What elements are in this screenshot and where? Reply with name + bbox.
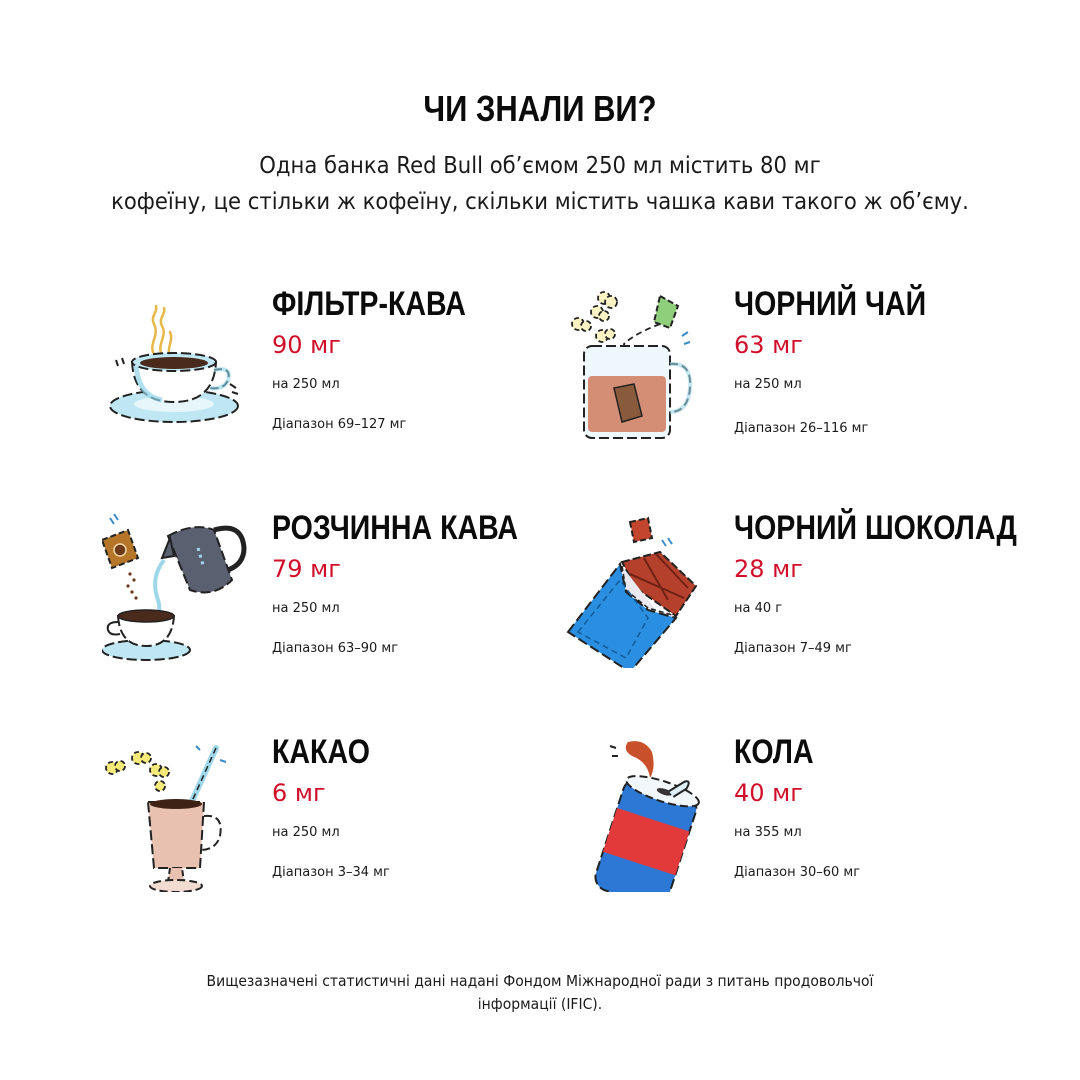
cola-can-icon [564,732,714,892]
item-info [734,284,963,438]
caffeine-amount: 28 мг [734,555,803,583]
item-name: ЧОРНИЙ ШОКОЛАД [734,509,1017,547]
kettle-instant-coffee-icon [102,508,252,668]
item-info [734,508,1071,658]
intro-line-2: кофеїну, це стільки ж кофеїну, скільки містить чашка кави такого ж об’єму. [111,189,969,215]
item-name: ФІЛЬТР-КАВА [272,285,466,323]
serving-size: на 250 мл [272,377,340,392]
caffeine-range: Діапазон 69–127 мг [272,417,407,432]
serving-size: на 250 мл [734,377,802,392]
item-info [734,732,860,882]
item-cola [564,732,1034,932]
item-name: ЧОРНИЙ ЧАЙ [734,285,927,323]
cocoa-glass-icon [102,732,252,892]
caffeine-amount: 90 мг [272,331,341,359]
item-name: КАКАО [272,733,370,771]
caffeine-amount: 63 мг [734,331,803,359]
item-name: РОЗЧИННА КАВА [272,509,518,547]
caffeine-amount: 40 мг [734,779,803,807]
page-title: ЧИ ЗНАЛИ ВИ? [423,88,657,129]
caffeine-range: Діапазон 63–90 мг [272,641,399,656]
chocolate-bar-icon [564,508,714,668]
item-cocoa [102,732,572,932]
item-dark-chocolate [564,508,1034,708]
item-name: КОЛА [734,733,814,771]
serving-size: на 250 мл [272,601,340,616]
coffee-cup-icon [102,284,252,444]
caffeine-amount: 79 мг [272,555,341,583]
item-filter-coffee [102,284,572,484]
item-instant-coffee [102,508,572,708]
intro-line-1: Одна банка Red Bull об’ємом 250 мл містить 80 мг [259,153,821,179]
source-footnote [38,970,1042,1016]
caffeine-range: Діапазон 26–116 мг [734,421,869,436]
caffeine-range: Діапазон 7–49 мг [734,641,852,656]
item-info [272,284,503,434]
tea-mug-icon [564,284,714,444]
intro-text [43,148,1037,220]
caffeine-amount: 6 мг [272,779,326,807]
serving-size: на 355 мл [734,825,802,840]
serving-size: на 250 мл [272,825,340,840]
item-info [272,732,390,882]
footnote-line-2: інформації (IFIC). [477,995,603,1013]
footnote-line-1: Вищезазначені статистичні дані надані Фондом Міжнародної ради з питань продовольчої [206,972,874,990]
caffeine-range: Діапазон 3–34 мг [272,865,390,880]
item-black-tea [564,284,1034,484]
serving-size: на 40 г [734,601,783,616]
item-info [272,508,565,658]
caffeine-range: Діапазон 30–60 мг [734,865,861,880]
